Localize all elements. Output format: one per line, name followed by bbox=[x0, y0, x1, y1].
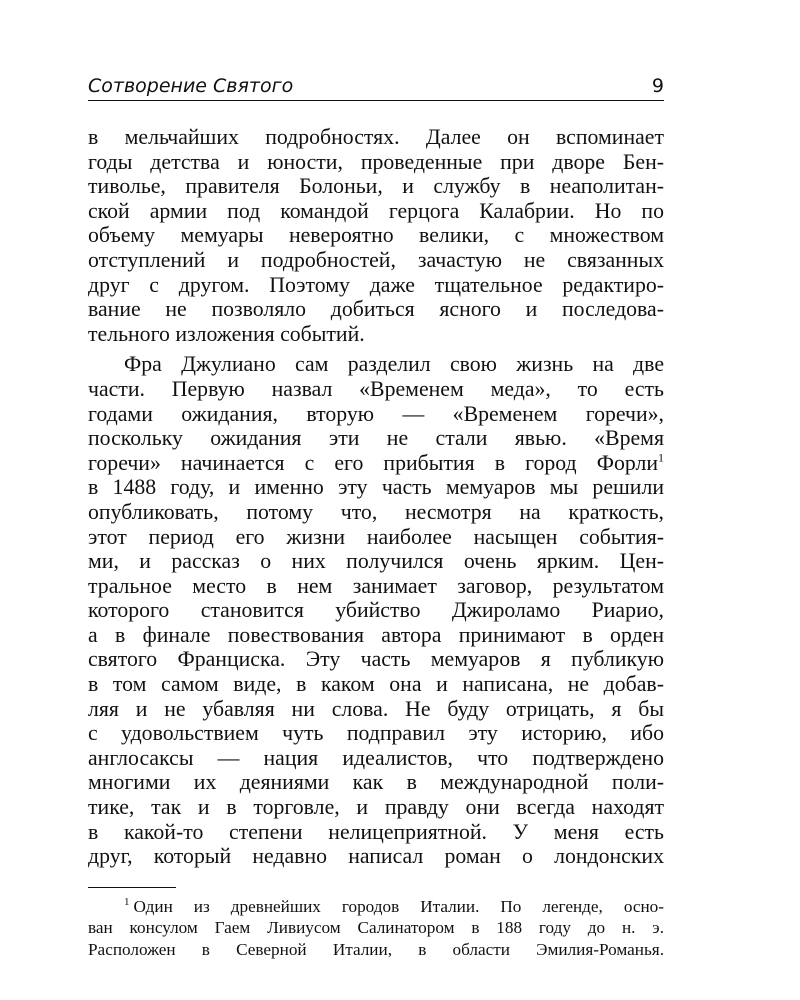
text-line: тральное место в нем занимает заговор, результатом bbox=[88, 573, 664, 598]
text-line: англосаксы — нация идеалистов, что подтверждено bbox=[88, 745, 664, 770]
footnotes bbox=[88, 896, 664, 961]
text-line: годами ожидания, вторую — «Временем горечи», bbox=[88, 401, 664, 426]
text-line: отступлений и подробностей, зачастую не связанных bbox=[88, 247, 664, 272]
text-line: годы детства и юности, проведенные при дворе Бен- bbox=[88, 149, 664, 174]
text-line: которого становится убийство Джироламо Риарио, bbox=[88, 598, 664, 623]
text-line: вание не позволяло добиться ясного и последова- bbox=[88, 297, 664, 322]
text-line: тельного изложения событий. bbox=[88, 321, 365, 346]
book-page bbox=[88, 74, 664, 960]
text-line: с удовольствием чуть подправил эту историю, ибо bbox=[88, 721, 664, 746]
text-line: поскольку ожидания эти не стали явью. «Время bbox=[88, 426, 664, 451]
footnote-line: Расположен в Северной Италии, в области Эмилия-Романья. bbox=[88, 939, 664, 959]
text-line: в том самом виде, в каком она и написана, не добав- bbox=[88, 672, 664, 697]
text-line: тиволье, правителя Болоньи, и службу в неаполитан- bbox=[88, 174, 664, 199]
text-line: Фра Джулиано сам разделил свою жизнь на две bbox=[124, 352, 664, 377]
running-head bbox=[88, 74, 664, 101]
footnote-line bbox=[88, 896, 664, 918]
text-line: в какой-то степени нелицеприятной. У меня есть bbox=[88, 819, 664, 844]
body-text bbox=[88, 125, 664, 869]
text-line: горечи» начинается с его прибытия в город Форли bbox=[88, 450, 658, 475]
text-line: ляя и не убавляя ни слова. Не буду отрицать, я бы bbox=[88, 696, 664, 721]
text-line: ской армии под командой герцога Калабрии. Но по bbox=[88, 198, 664, 223]
text-line: опубликовать, потому что, несмотря на краткость, bbox=[88, 499, 664, 524]
footnote-line: ван консулом Гаем Ливиусом Салинатором в 188 году до н. э. bbox=[88, 918, 664, 938]
text-line-with-footnote bbox=[88, 451, 664, 476]
text-line: друг, который недавно написал роман о лондонских bbox=[88, 844, 664, 869]
text-line: в мельчайших подробностях. Далее он вспоминает bbox=[88, 125, 664, 149]
text-line: объему мемуары невероятно велики, с множеством bbox=[88, 223, 664, 248]
paragraph bbox=[88, 125, 664, 346]
text-line: ми, и рассказ о них получился очень ярким. Цен- bbox=[88, 549, 664, 574]
text-line: этот период его жизни наиболее насыщен события- bbox=[88, 524, 664, 549]
text-line: тике, так и в торговле, и правду они всегда находят bbox=[88, 795, 664, 820]
text-line: части. Первую назвал «Временем меда», то есть bbox=[88, 376, 664, 401]
page-number: 9 bbox=[651, 75, 664, 97]
text-line: а в финале повествования автора принимают в орден bbox=[88, 622, 664, 647]
footnote-text: Один из древнейших городов Италии. По легенде, осно- bbox=[133, 896, 664, 916]
footnote-marker: 1 bbox=[124, 896, 130, 909]
running-title: Сотворение Святого bbox=[88, 75, 294, 97]
paragraph bbox=[88, 352, 664, 868]
text-line: святого Франциска. Эту часть мемуаров я публикую bbox=[88, 647, 664, 672]
text-line: многими их деяниями как в международной поли- bbox=[88, 770, 664, 795]
footnote-reference[interactable]: 1 bbox=[658, 450, 664, 465]
text-line: в 1488 году, и именно эту часть мемуаров мы решили bbox=[88, 475, 664, 500]
text-line: друг с другом. Поэтому даже тщательное редактиро- bbox=[88, 272, 664, 297]
footnote-divider bbox=[88, 887, 176, 888]
